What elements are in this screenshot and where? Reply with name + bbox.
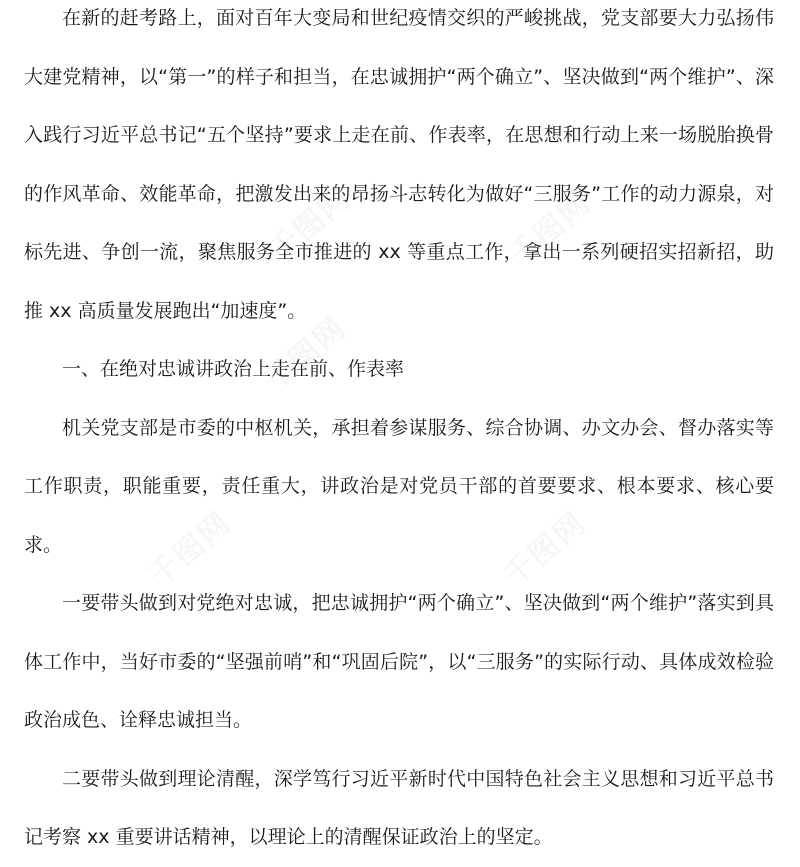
watermark: 千图网 xyxy=(497,505,594,594)
paragraph-point-two: 二要带头做到理论清醒，深学笃行习近平新时代中国特色社会主义思想和习近平总书记考察 xx 重要讲话精神，以理论上的清醒保证政治上的坚定。 xyxy=(24,767,774,848)
paragraph-intro: 在新的赶考路上，面对百年大变局和世纪疫情交织的严峻挑战，党支部要大力弘扬伟大建党精神，以“第一”的样子和担当，在忠诚拥护“两个确立”、坚决做到“两个维护”、深入践行习近平总书记“五个坚持”要求上走在前、作表率，在思想和行动上来一场脱胎换骨的作风革命、效能革命，把激发出来的昂扬斗志转化为做好“三服务”工作的动力源泉，对标先进、争创一流，聚焦服务全市推进的 xx 等重点工作，拿出一系列硬招实招新招，助推 xx 高质量发展跑出“加速度”。 xyxy=(24,7,774,322)
watermark: 千图网 xyxy=(502,185,599,274)
paragraph-role: 机关党支部是市委的中枢机关，承担着参谋服务、综合协调、办文办会、督办落实等工作职责，职能重要，责任重大，讲政治是对党员干部的首要要求、根本要求、核心要求。 xyxy=(24,416,774,556)
watermark: 千图网 xyxy=(262,180,359,269)
watermark: 千图网 xyxy=(257,310,354,399)
watermark: 千图网 xyxy=(142,505,239,594)
paragraph-point-one: 一要带头做到对党绝对忠诚，把忠诚拥护“两个确立”、坚决做到“两个维护”落实到具体工作中，当好市委的“坚强前哨”和“巩固后院”，以“三服务”的实际行动、具体成效检验政治成色、诠释忠诚担当。 xyxy=(24,592,774,731)
section-heading: 一、在绝对忠诚讲政治上走在前、作表率 xyxy=(62,358,405,380)
